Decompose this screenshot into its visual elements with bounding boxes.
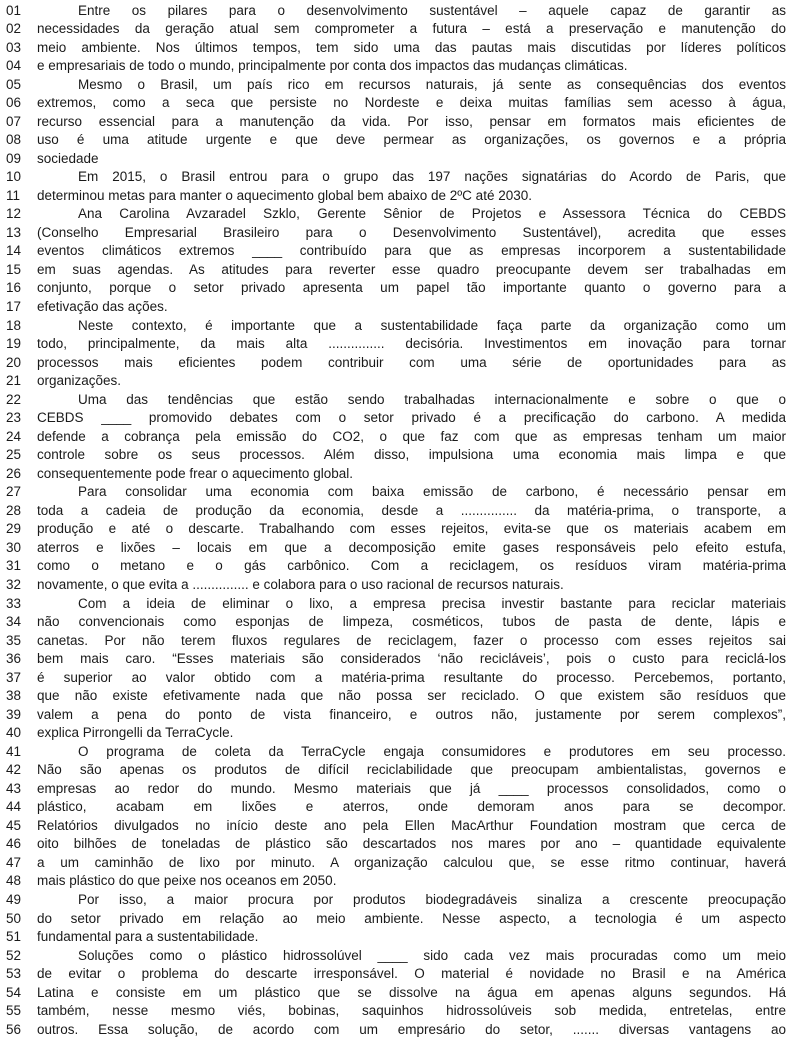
line-number: 27 xyxy=(6,484,22,500)
text-line xyxy=(0,446,791,465)
line-text: recurso essencial para a manutenção da vida. Por isso, pensar em formatos mais eficientes de xyxy=(37,113,786,129)
text-line xyxy=(0,298,791,317)
text-line xyxy=(0,724,791,743)
line-text: que não existe efetivamente nada que não possa ser reciclado. O que existem são resíduos que xyxy=(37,688,786,704)
line-number: 14 xyxy=(6,243,22,259)
line-number: 45 xyxy=(6,817,22,833)
text-line xyxy=(0,947,791,966)
line-text: O programa de coleta da TerraCycle engaja consumidores e produtores em seu processo. xyxy=(78,743,786,759)
line-number: 48 xyxy=(6,873,22,889)
line-number: 43 xyxy=(6,780,22,796)
text-line xyxy=(0,910,791,929)
line-text: Por isso, a maior procura por produtos biodegradáveis sinaliza a crescente preocupação xyxy=(78,892,786,907)
line-text: e empresariais de todo o mundo, principalmente por conta dos impactos das mudanças climáticas. xyxy=(37,58,628,74)
text-line xyxy=(0,965,791,984)
line-number: 03 xyxy=(6,39,22,55)
line-number: 55 xyxy=(6,1003,22,1019)
line-number: 38 xyxy=(6,688,22,704)
text-line xyxy=(0,817,791,836)
line-text: sociedade xyxy=(37,150,99,166)
line-text: Não são apenas os produtos de difícil reciclabilidade que preocupam ambientalistas, governos e xyxy=(37,762,786,778)
line-text: controle sobre os seus processos. Além disso, impulsiona uma economia mais limpa e que xyxy=(37,447,786,463)
text-line xyxy=(0,576,791,595)
line-number: 49 xyxy=(6,892,22,907)
text-line xyxy=(0,94,791,113)
line-text: em suas agendas. As atitudes para reverter esse quadro preocupante devem ser trabalhadas em xyxy=(37,261,786,277)
line-number: 31 xyxy=(6,558,22,574)
line-number: 24 xyxy=(6,428,22,444)
line-text: necessidades da geração atual sem comprometer a futura – está a preservação e manutenção do xyxy=(37,21,786,37)
text-line xyxy=(0,798,791,817)
line-text: do setor privado em relação ao meio ambiente. Nesse aspecto, a tecnologia é um aspecto xyxy=(37,910,786,926)
text-line xyxy=(0,279,791,298)
line-text: determinou metas para manter o aquecimento global bem abaixo de 2ºC até 2030. xyxy=(37,187,532,203)
text-line xyxy=(0,131,791,150)
line-text: de evitar o problema do descarte irresponsável. O material é novidade no Brasil e na América xyxy=(37,966,786,982)
line-number: 11 xyxy=(6,187,21,203)
line-number: 56 xyxy=(6,1021,22,1037)
text-line xyxy=(0,891,791,910)
text-line xyxy=(0,539,791,558)
line-number: 47 xyxy=(6,854,22,870)
text-line xyxy=(0,743,791,762)
text-line xyxy=(0,780,791,799)
line-text: uso é uma atitude urgente e que deve permear as organizações, os governos e a própria xyxy=(37,132,786,148)
text-line xyxy=(0,872,791,891)
line-number: 23 xyxy=(6,410,22,426)
text-line xyxy=(0,854,791,873)
text-line xyxy=(0,150,791,169)
line-number: 35 xyxy=(6,632,22,648)
text-line xyxy=(0,632,791,651)
line-text: outros. Essa solução, de acordo com um empresário do setor, ....... diversas vantagens ao xyxy=(37,1021,786,1037)
line-number: 06 xyxy=(6,95,22,111)
line-number: 50 xyxy=(6,910,22,926)
line-number: 52 xyxy=(6,947,22,963)
text-line xyxy=(0,650,791,669)
line-number: 02 xyxy=(6,21,22,37)
text-line xyxy=(0,391,791,410)
text-line xyxy=(0,242,791,261)
line-number: 17 xyxy=(6,299,22,314)
text-line xyxy=(0,372,791,391)
line-text: explica Pirrongelli da TerraCycle. xyxy=(37,725,234,741)
line-number: 01 xyxy=(6,2,22,18)
line-number: 41 xyxy=(6,743,22,759)
line-text: como o metano e o gás carbônico. Com a reciclagem, os resíduos viram matéria-prima xyxy=(37,558,786,574)
line-number: 20 xyxy=(6,354,22,370)
text-line xyxy=(0,1002,791,1021)
line-number: 37 xyxy=(6,669,22,685)
text-line xyxy=(0,428,791,447)
line-number: 25 xyxy=(6,447,22,463)
text-line xyxy=(0,984,791,1003)
line-text: Com a ideia de eliminar o lixo, a empresa precisa investir bastante para reciclar materiais xyxy=(78,595,786,611)
line-text: (Conselho Empresarial Brasileiro para o Desenvolvimento Sustentável), acredita que esses xyxy=(37,224,786,240)
line-text: aterros e lixões – locais em que a decomposição emite gases responsáveis pelo efeito estufa, xyxy=(37,539,786,555)
line-number: 39 xyxy=(6,706,22,722)
line-text: processos mais eficientes podem contribuir com uma série de oportunidades para as xyxy=(37,354,786,370)
line-text: mais plástico do que peixe nos oceanos em 2050. xyxy=(37,873,337,889)
text-line xyxy=(0,1021,791,1040)
text-line xyxy=(0,76,791,95)
line-number: 05 xyxy=(6,76,22,92)
text-line xyxy=(0,595,791,614)
line-text: Entre os pilares para o desenvolvimento sustentável – aquele capaz de garantir as xyxy=(78,2,786,18)
line-text: efetivação das ações. xyxy=(37,299,168,314)
text-line xyxy=(0,706,791,725)
line-text: valem a pena do ponto de vista financeiro, e outros não, justamente por serem complexos”, xyxy=(37,706,786,722)
line-text: Em 2015, o Brasil entrou para o grupo das 197 nações signatárias do Acordo de Paris, que xyxy=(78,169,786,185)
line-text: extremos, como a seca que persiste no Nordeste e deixa muitas famílias sem acesso à água, xyxy=(37,95,786,111)
line-text: é superior ao valor obtido com a matéria-prima resultante do processo. Percebemos, portanto, xyxy=(37,669,786,685)
line-number: 19 xyxy=(6,336,22,352)
line-number: 08 xyxy=(6,132,22,148)
text-line xyxy=(0,317,791,336)
line-text: também, nesse mesmo viés, bobinas, saquinhos hidrossolúveis sob medida, entretelas, entre xyxy=(37,1003,786,1019)
line-text: conjunto, porque o setor privado apresenta um papel tão importante quanto o governo para a xyxy=(37,280,786,296)
line-text: consequentemente pode frear o aquecimento global. xyxy=(37,465,353,481)
line-text: Latina e consiste em um plástico que se dissolve na água em apenas alguns segundos. Há xyxy=(37,984,786,1000)
text-line xyxy=(0,168,791,187)
line-text: CEBDS ____ promovido debates com o setor privado é a precificação do carbono. A medida xyxy=(37,410,786,426)
text-line xyxy=(0,113,791,132)
passage-lines xyxy=(0,2,791,1040)
line-text: bem mais caro. “Esses materiais são considerados ‘não recicláveis’, pois o custo para reciclá-los xyxy=(37,651,786,667)
line-text: Relatórios divulgados no início deste ano pela Ellen MacArthur Foundation mostram que cerca de xyxy=(37,817,786,833)
line-number: 46 xyxy=(6,836,22,852)
text-line xyxy=(0,2,791,21)
text-line xyxy=(0,502,791,521)
line-number: 51 xyxy=(6,929,22,945)
line-text: meio ambiente. Nos últimos tempos, tem sido uma das pautas mais discutidas por líderes políticos xyxy=(37,39,786,55)
line-text: Ana Carolina Avzaradel Szklo, Gerente Sênior de Projetos e Assessora Técnica do CEBDS xyxy=(78,206,786,222)
line-number: 07 xyxy=(6,113,22,129)
line-text: Para consolidar uma economia com baixa emissão de carbono, é necessário pensar em xyxy=(78,484,786,500)
line-text: a um caminhão de lixo por minuto. A organização calculou que, se esse ritmo continuar, haverá xyxy=(37,854,786,870)
text-line xyxy=(0,261,791,280)
line-number: 13 xyxy=(6,224,22,240)
line-number: 30 xyxy=(6,539,22,555)
text-line xyxy=(0,613,791,632)
text-line xyxy=(0,187,791,206)
text-line xyxy=(0,224,791,243)
line-text: organizações. xyxy=(37,373,122,389)
text-line xyxy=(0,57,791,76)
line-text: canetas. Por não terem fluxos regulares de reciclagem, fazer o processo com esses rejeitos sai xyxy=(37,632,786,648)
text-line xyxy=(0,409,791,428)
text-line xyxy=(0,20,791,39)
line-text: todo, principalmente, da mais alta ............... decisória. Investimentos em inovação para tornar xyxy=(37,336,786,352)
line-text: Neste contexto, é importante que a sustentabilidade faça parte da organização como um xyxy=(78,317,786,333)
text-line xyxy=(0,928,791,947)
line-number: 12 xyxy=(6,206,22,222)
line-text: Soluções como o plástico hidrossolúvel ____ sido cada vez mais procuradas como um meio xyxy=(78,947,786,963)
line-text: não convencionais como esponjas de limpeza, cosméticos, tubos de pasta de dente, lápis e xyxy=(37,614,786,630)
text-line xyxy=(0,761,791,780)
line-number: 28 xyxy=(6,502,22,518)
line-number: 10 xyxy=(6,169,22,185)
line-number: 53 xyxy=(6,966,22,982)
line-text: plástico, acabam em lixões e aterros, onde demoram anos para se decompor. xyxy=(37,799,786,815)
line-number: 15 xyxy=(6,261,22,277)
line-number: 34 xyxy=(6,614,22,630)
text-line xyxy=(0,465,791,484)
line-number: 09 xyxy=(6,150,22,166)
line-text: empresas ao redor do mundo. Mesmo materiais que já ____ processos consolidados, como o xyxy=(37,780,786,796)
text-line xyxy=(0,669,791,688)
line-text: fundamental para a sustentabilidade. xyxy=(37,929,259,945)
line-text: oito bilhões de toneladas de plástico são descartados nos mares por ano – quantidade equivalente xyxy=(37,836,786,852)
line-text: novamente, o que evita a ............... e colabora para o uso racional de recursos naturais. xyxy=(37,576,564,592)
text-line xyxy=(0,39,791,58)
line-text: defende a cobrança pela emissão do CO2, o que faz com que as empresas tenham um maior xyxy=(37,428,786,444)
text-line xyxy=(0,205,791,224)
text-line xyxy=(0,557,791,576)
text-line xyxy=(0,335,791,354)
line-text: toda a cadeia de produção da economia, desde a ............... da matéria-prima, o transporte, a xyxy=(37,502,786,518)
line-number: 21 xyxy=(6,373,22,389)
line-text: eventos climáticos extremos ____ contribuído para que as empresas incorporem a sustentabilidade xyxy=(37,243,786,259)
text-line xyxy=(0,483,791,502)
line-number: 40 xyxy=(6,725,22,741)
line-text: produção e até o descarte. Trabalhando com esses rejeitos, evita-se que os materiais acabem em xyxy=(37,521,786,537)
line-number: 54 xyxy=(6,984,22,1000)
text-line xyxy=(0,520,791,539)
text-line xyxy=(0,687,791,706)
line-number: 33 xyxy=(6,595,22,611)
line-number: 36 xyxy=(6,651,22,667)
text-line xyxy=(0,835,791,854)
line-number: 42 xyxy=(6,762,22,778)
line-number: 32 xyxy=(6,576,22,592)
text-line xyxy=(0,354,791,373)
line-number: 22 xyxy=(6,391,22,407)
line-number: 26 xyxy=(6,465,22,481)
line-number: 04 xyxy=(6,58,22,74)
line-number: 29 xyxy=(6,521,22,537)
line-number: 18 xyxy=(6,317,22,333)
line-number: 16 xyxy=(6,280,22,296)
line-number: 44 xyxy=(6,799,22,815)
line-text: Uma das tendências que estão sendo trabalhadas internacionalmente e sobre o que o xyxy=(78,391,786,407)
line-text: Mesmo o Brasil, um país rico em recursos naturais, já sente as consequências dos eventos xyxy=(78,76,786,92)
